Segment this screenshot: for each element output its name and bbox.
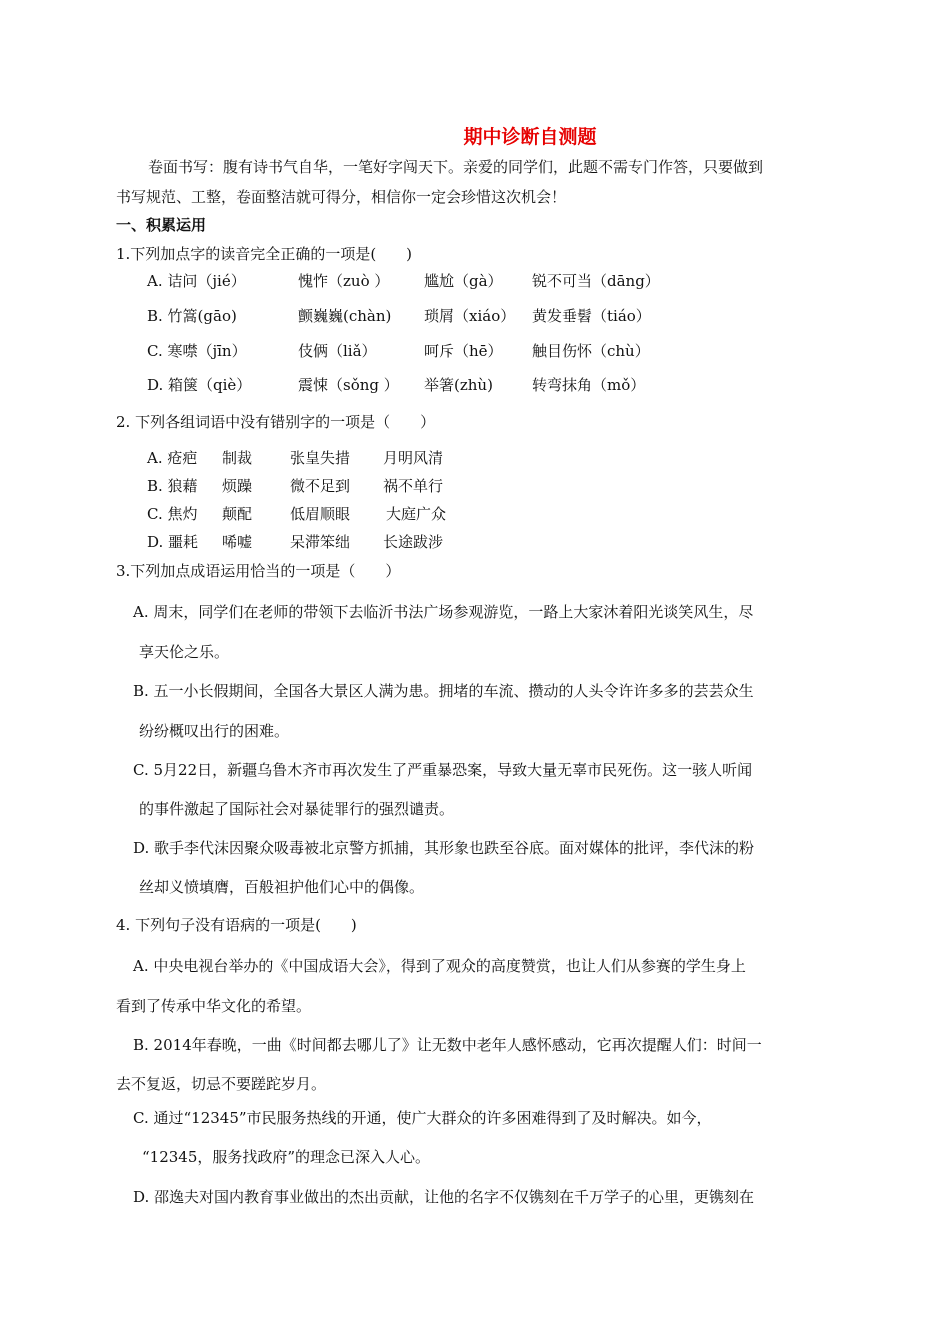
- q1-c-2: 伎俩（liǎ）: [298, 342, 377, 360]
- intro-line-1: 卷面书写：腹有诗书气自华，一笔好字闯天下。亲爱的同学们，此题不需专门作答，只要做到: [148, 158, 764, 176]
- q3-option-a-line2: 享天伦之乐。: [139, 643, 230, 661]
- q1-a-1: A. 诘问（jié）: [147, 272, 246, 290]
- q2-c-1: C. 焦灼: [147, 505, 198, 523]
- q2-a-1: A. 疮疤: [147, 449, 198, 467]
- q3-option-c-line1: C. 5月22日，新疆乌鲁木齐市再次发生了严重暴恐案，导致大量无辜市民死伤。这一骇人听闻: [133, 761, 753, 779]
- q1-c-3: 呵斥（hē）: [424, 342, 503, 360]
- q1-d-2: 震悚（sǒng ）: [298, 376, 399, 394]
- q4-option-a-line2: 看到了传承中华文化的希望。: [116, 997, 312, 1015]
- q2-a-4: 月明风清: [383, 449, 444, 467]
- q2-c-2: 颠配: [222, 505, 253, 523]
- q1-b-1: B. 竹篙(gāo): [147, 307, 237, 325]
- q2-d-4: 长途跋涉: [383, 533, 444, 551]
- q4-option-c-line1: C. 通过“12345”市民服务热线的开通，使广大群众的许多困难得到了及时解决。如今，: [133, 1109, 712, 1127]
- q1-d-4: 转弯抹角（mǒ）: [532, 376, 646, 394]
- q4-option-b-line2: 去不复返，切忌不要蹉跎岁月。: [116, 1075, 327, 1093]
- q2-a-3: 张皇失措: [290, 449, 351, 467]
- q4-stem: 4. 下列句子没有语病的一项是( ): [116, 916, 357, 934]
- q3-option-d-line1: D. 歌手李代沫因聚众吸毒被北京警方抓捕，其形象也跌至谷底。面对媒体的批评，李代沫的粉: [133, 839, 755, 857]
- q1-a-3: 尴尬（gà）: [424, 272, 503, 290]
- q2-a-2: 制裁: [222, 449, 253, 467]
- q2-c-3: 低眉顺眼: [290, 505, 351, 523]
- q1-c-1: C. 寒噤（jīn）: [147, 342, 247, 360]
- section-heading: 一、积累运用: [116, 216, 207, 234]
- q2-b-4: 祸不单行: [383, 477, 444, 495]
- q3-option-d-line2: 丝却义愤填膺，百般袒护他们心中的偶像。: [139, 878, 425, 896]
- q2-stem: 2. 下列各组词语中没有错别字的一项是（ ）: [116, 413, 436, 431]
- q2-c-4: 大庭广众: [386, 505, 447, 523]
- q1-a-2: 愧怍（zuò ）: [298, 272, 390, 290]
- q1-c-4: 触目伤怀（chù）: [532, 342, 650, 360]
- q2-b-3: 微不足到: [290, 477, 351, 495]
- page-title: 期中诊断自测题: [463, 126, 597, 148]
- q4-option-c-line2: “12345，服务找政府”的理念已深入人心。: [142, 1148, 431, 1166]
- q3-option-b-line2: 纷纷概叹出行的困难。: [139, 722, 290, 740]
- q3-option-c-line2: 的事件激起了国际社会对暴徒罪行的强烈谴责。: [139, 800, 455, 818]
- q2-d-2: 唏嘘: [222, 533, 253, 551]
- q1-b-4: 黄发垂髫（tiáo）: [532, 307, 651, 325]
- q1-stem: 1.下列加点字的读音完全正确的一项是( ): [116, 245, 413, 263]
- q1-a-4: 锐不可当（dāng）: [532, 272, 660, 290]
- q1-d-1: D. 箱箧（qiè）: [147, 376, 252, 394]
- q1-b-3: 琐屑（xiáo）: [424, 307, 516, 325]
- q1-d-3: 举箸(zhù): [424, 376, 493, 394]
- q2-b-1: B. 狼藉: [147, 477, 198, 495]
- q2-d-3: 呆滞笨绌: [290, 533, 351, 551]
- q4-option-b-line1: B. 2014年春晚，一曲《时间都去哪儿了》让无数中老年人感怀感动，它再次提醒人们：时间一: [133, 1036, 762, 1054]
- q4-option-d-line1: D. 邵逸夫对国内教育事业做出的杰出贡献，让他的名字不仅镌刻在千万学子的心里，更镌刻在: [133, 1188, 755, 1206]
- q3-option-a-line1: A. 周末，同学们在老师的带领下去临沂书法广场参观游览，一路上大家沐着阳光谈笑风生，尽: [133, 603, 754, 621]
- q2-d-1: D. 噩耗: [147, 533, 199, 551]
- q1-b-2: 颤巍巍(chàn): [298, 307, 392, 325]
- intro-line-2: 书写规范、工整，卷面整洁就可得分，相信你一定会珍惜这次机会！: [116, 188, 567, 206]
- q2-b-2: 烦躁: [222, 477, 253, 495]
- q4-option-a-line1: A. 中央电视台举办的《中国成语大会》，得到了观众的高度赞赏，也让人们从参赛的学生身上: [133, 957, 746, 975]
- q3-stem: 3.下列加点成语运用恰当的一项是（ ）: [116, 562, 401, 580]
- q3-option-b-line1: B. 五一小长假期间，全国各大景区人满为患。拥堵的车流、攒动的人头令许许多多的芸芸众生: [133, 682, 754, 700]
